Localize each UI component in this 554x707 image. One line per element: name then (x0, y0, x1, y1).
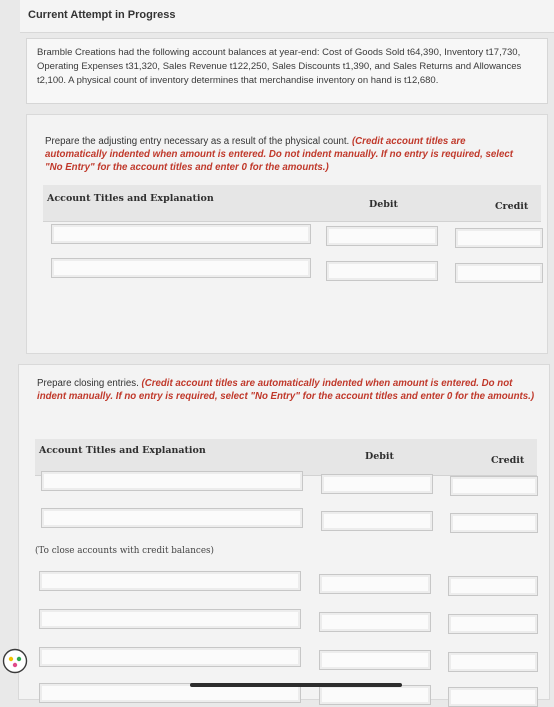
closing-credit-input-2[interactable] (450, 513, 538, 533)
closing-credit-input-5[interactable] (448, 652, 538, 672)
closing-credit-input-3[interactable] (448, 576, 538, 596)
problem-statement (26, 38, 548, 104)
closing-debit-input-3[interactable] (319, 574, 431, 594)
closing-account-input-5[interactable] (39, 647, 301, 667)
col-credit: Credit (491, 455, 525, 466)
attempt-header (20, 0, 554, 33)
closing-debit-input-4[interactable] (319, 612, 431, 632)
closing-credit-input-6[interactable] (448, 687, 538, 707)
adjusting-account-input-2[interactable] (51, 258, 311, 278)
closing-account-input-2[interactable] (41, 508, 303, 528)
col-debit: Debit (365, 451, 394, 462)
closing-entry-note: (To close accounts with credit balances) (35, 546, 214, 556)
problem-text: Bramble Creations had the following account balances at year-end: Cost of Goods Sold t64,390, Inventory t17,730, Operating Expenses t31,320, Sales Revenue t122,250, Sales Discounts t1,390, and Sales Returns and Allowances t2,100. A physical count of inventory determines that merchandise inventory on hand is t12,680. (37, 47, 522, 86)
adjusting-debit-input-2[interactable] (326, 261, 438, 281)
col-credit: Credit (495, 201, 529, 212)
closing-debit-input-2[interactable] (321, 511, 433, 531)
adjusting-account-input-1[interactable] (51, 224, 311, 244)
closing-account-input-4[interactable] (39, 609, 301, 629)
col-account-titles: Account Titles and Explanation (47, 193, 214, 204)
adjusting-entry-panel (26, 114, 548, 354)
adjusting-credit-input-2[interactable] (455, 263, 543, 283)
closing-credit-input-1[interactable] (450, 476, 538, 496)
closing-debit-input-1[interactable] (321, 474, 433, 494)
closing-account-input-3[interactable] (39, 571, 301, 591)
col-debit: Debit (369, 199, 398, 210)
closing-debit-input-5[interactable] (319, 650, 431, 670)
closing-entries-panel (18, 364, 550, 700)
page-title: Current Attempt in Progress (28, 9, 176, 21)
closing-debit-input-6[interactable] (319, 685, 431, 705)
scroll-indicator (190, 683, 402, 687)
wileyplus-logo-icon (2, 648, 28, 674)
closing-credit-input-4[interactable] (448, 614, 538, 634)
adjusting-instructions: Prepare the adjusting entry necessary as a result of the physical count. (Credit account titles are automatically indented when amount is entered. Do not indent manually. If no entry is required, select "No Entry" for the account titles and enter 0 for the amounts.) (45, 136, 513, 173)
closing-instructions: Prepare closing entries. (Credit account titles are automatically indented when amount is entered. Do not indent manually. If no entry is required, select "No Entry" for the account titles and enter 0 for the amounts.) (37, 378, 535, 402)
adjusting-table-header (43, 185, 541, 222)
adjusting-credit-input-1[interactable] (455, 228, 543, 248)
adjusting-debit-input-1[interactable] (326, 226, 438, 246)
closing-account-input-1[interactable] (41, 471, 303, 491)
col-account-titles: Account Titles and Explanation (39, 445, 206, 456)
